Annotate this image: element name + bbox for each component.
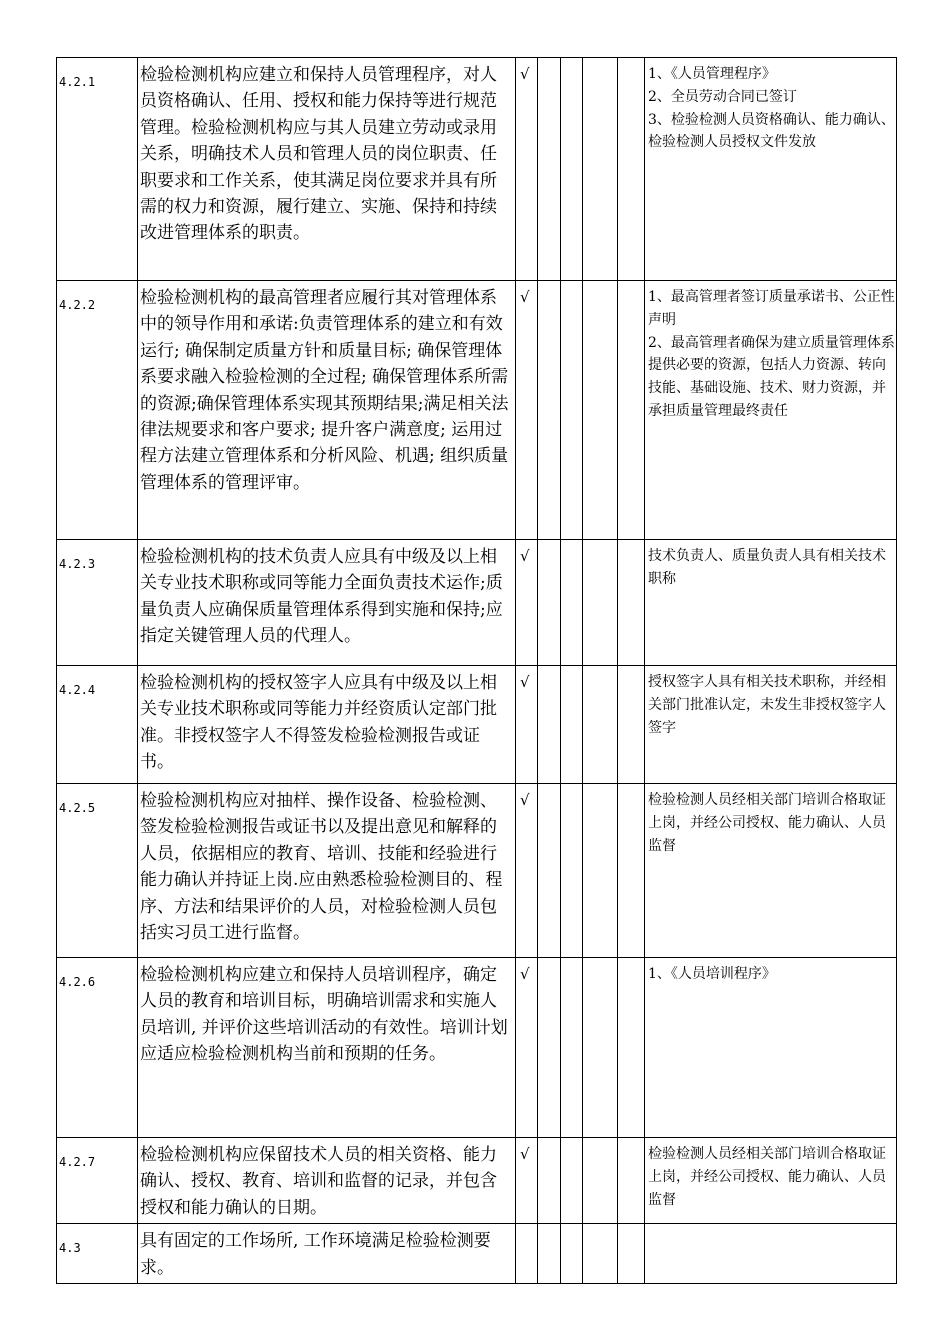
conformity-check-mark: √ [516,784,538,958]
table-row [57,958,897,1138]
requirement-text: 检验检测机构应对抽样、操作设备、检验检测、签发检验检测报告或证书以及提出意见和解释的人员，依据相应的教育、培训、技能和经验进行能力确认并持证上岗.应由熟悉检验检测目的、程序、方法和结果评价的人员，对检验检测人员包括实习员工进行监督。 [138,784,516,958]
clause-number: 4.2.3 [57,540,138,666]
assessment-cell [583,1224,618,1284]
assessment-cell [618,666,645,784]
assessment-cell [561,1138,583,1224]
assessment-cell [618,58,645,281]
clause-number: 4.2.7 [57,1138,138,1224]
evidence-note-line: 检验检测人员经相关部门培训合格取证上岗，并经公司授权、能力确认、人员监督 [648,1146,886,1208]
assessment-cell [583,784,618,958]
assessment-cell [561,1224,583,1284]
table-row [57,540,897,666]
requirement-text: 检验检测机构的授权签字人应具有中级及以上相关专业技术职称或同等能力并经资质认定部门批准。非授权签字人不得签发检验检测报告或证书。 [138,666,516,784]
assessment-cell [618,1224,645,1284]
evidence-notes [645,540,897,666]
assessment-cell [538,784,561,958]
evidence-note-line: 技术负责人、质量负责人具有相关技术职称 [648,548,886,587]
assessment-cell [583,958,618,1138]
assessment-cell [561,58,583,281]
evidence-note-line: 1、《人员管理程序》 [648,66,776,82]
assessment-cell [583,281,618,540]
evidence-notes [645,1224,897,1284]
evidence-note-line: 1、《人员培训程序》 [648,966,776,982]
assessment-cell [538,1224,561,1284]
assessment-cell [583,540,618,666]
requirement-text: 检验检测机构应建立和保持人员管理程序，对人员资格确认、任用、授权和能力保持等进行规范管理。检验检测机构应与其人员建立劳动或录用关系，明确技术人员和管理人员的岗位职责、任职要求和工作关系，使其满足岗位要求并具有所需的权力和资源，履行建立、实施、保持和持续改进管理体系的职责。 [138,58,516,281]
requirement-text: 检验检测机构的技术负责人应具有中级及以上相关专业技术职称或同等能力全面负责技术运作;质量负责人应确保质量管理体系得到实施和保持;应指定关键管理人员的代理人。 [138,540,516,666]
clause-number: 4.2.1 [57,58,138,281]
assessment-cell [538,540,561,666]
evidence-notes [645,666,897,784]
assessment-cell [561,281,583,540]
table-row [57,1138,897,1224]
clause-number: 4.2.4 [57,666,138,784]
evidence-note-line: 2、最高管理者确保为建立质量管理体系提供必要的资源，包括人力资源、转向技能、基础设施、技术、财力资源，并承担质量管理最终责任 [648,334,895,419]
clause-number: 4.2.6 [57,958,138,1138]
assessment-cell [538,58,561,281]
evidence-note-line: 1、最高管理者签订质量承诺书、公正性声明 [648,289,895,328]
assessment-cell [618,281,645,540]
review-checklist-table [56,57,897,1284]
assessment-cell [583,58,618,281]
assessment-cell [583,666,618,784]
conformity-check-mark: √ [516,540,538,666]
evidence-note-line: 2、全员劳动合同已签订 [648,88,797,105]
assessment-cell [583,1138,618,1224]
assessment-cell [561,784,583,958]
requirement-text: 具有固定的工作场所, 工作环境满足检验检测要求。 [138,1224,516,1284]
assessment-cell [561,958,583,1138]
evidence-notes [645,1138,897,1224]
clause-number: 4.2.2 [57,281,138,540]
evidence-note-line: 检验检测人员经相关部门培训合格取证上岗，并经公司授权、能力确认、人员监督 [648,792,886,854]
assessment-cell [561,540,583,666]
requirement-text: 检验检测机构应建立和保持人员培训程序，确定人员的教育和培训目标，明确培训需求和实施人员培训, 并评价这些培训活动的有效性。培训计划应适应检验检测机构当前和预期的任务。 [138,958,516,1138]
clause-number: 4.2.5 [57,784,138,958]
clause-number: 4.3 [57,1224,138,1284]
conformity-check-mark: √ [516,58,538,281]
conformity-check-mark [516,1224,538,1284]
table-row [57,58,897,281]
assessment-cell [538,666,561,784]
table-row [57,784,897,958]
conformity-check-mark: √ [516,958,538,1138]
assessment-cell [538,958,561,1138]
requirement-text: 检验检测机构应保留技术人员的相关资格、能力确认、授权、教育、培训和监督的记录，并包含授权和能力确认的日期。 [138,1138,516,1224]
assessment-cell [538,281,561,540]
evidence-note-line: 授权签字人具有相关技术职称，并经相关部门批准认定，未发生非授权签字人签字 [648,674,886,736]
requirement-text: 检验检测机构的最高管理者应履行其对管理体系中的领导作用和承诺:负责管理体系的建立和有效运行; 确保制定质量方针和质量目标; 确保管理体系要求融入检验检测的全过程; 确保管理体系所需的资源;确保管理体系实现其预期结果;满足相关法律法规要求和客户要求; 提升客户满意度; 运用过程方法建立管理体系和分析风险、机遇; 组织质量管理体系的管理评审。 [138,281,516,540]
evidence-notes [645,958,897,1138]
conformity-check-mark: √ [516,281,538,540]
assessment-cell [618,958,645,1138]
evidence-notes [645,58,897,281]
assessment-cell [618,540,645,666]
assessment-cell [561,666,583,784]
assessment-cell [618,784,645,958]
evidence-notes [645,281,897,540]
conformity-check-mark: √ [516,1138,538,1224]
conformity-check-mark: √ [516,666,538,784]
table-row [57,666,897,784]
assessment-cell [618,1138,645,1224]
assessment-cell [538,1138,561,1224]
table-row [57,1224,897,1284]
evidence-note-line: 3、检验检测人员资格确认、能力确认、检验检测人员授权文件发放 [648,111,895,151]
table-row [57,281,897,540]
evidence-notes [645,784,897,958]
